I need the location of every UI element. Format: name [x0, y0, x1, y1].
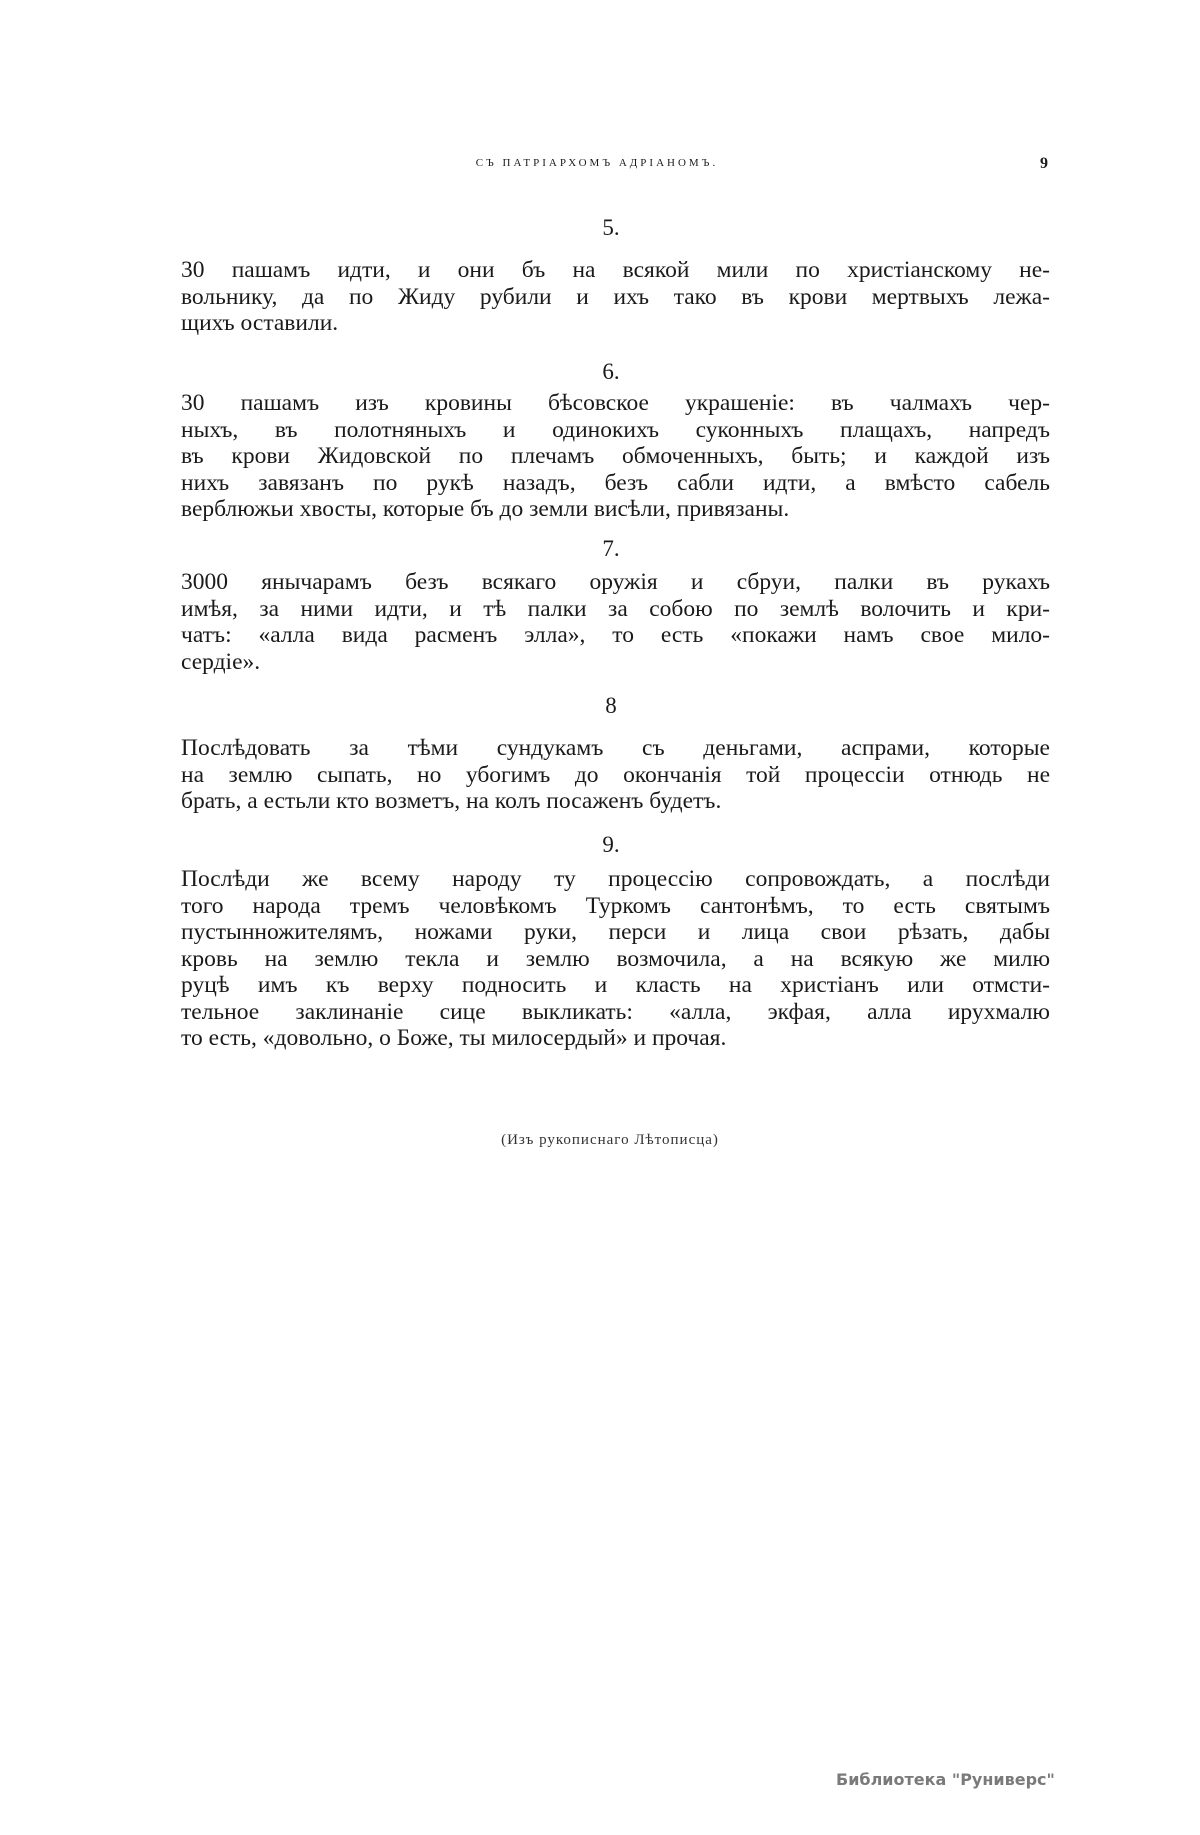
text-line: Послѣдовать за тѣми сундукамъ съ деньгами, аспрами, которые — [181, 735, 1050, 761]
page-number: 9 — [1040, 155, 1048, 172]
section-number: 7. — [602, 536, 620, 561]
section-paragraph — [181, 257, 1050, 337]
section-paragraph — [181, 866, 1050, 1052]
text-line: кровь на землю текла и землю возмочила, а на всякую же милю — [181, 945, 1050, 972]
text-line: руцѣ имъ къ верху подносить и класть на христіанъ или отмсти- — [181, 972, 1050, 998]
text-line: 30 пашамъ идти, и они бъ на всякой мили по христіанскому не- — [181, 257, 1050, 283]
text-line: верблюжьи хвосты, которые бъ до земли висѣли, привязаны. — [181, 496, 790, 522]
text-line: вольнику, да по Жиду рубили и ихъ тако въ крови мертвыхъ лежа- — [181, 283, 1050, 310]
section-paragraph — [181, 569, 1050, 675]
section-paragraph — [181, 390, 1050, 523]
text-line: щихъ оставили. — [181, 310, 339, 336]
text-line: пустынножителямъ, ножами руки, перси и лица свои рѣзать, дабы — [181, 919, 1050, 945]
text-line: то есть, «довольно, о Боже, ты милосердый» и прочая. — [181, 1025, 727, 1051]
text-line: 3000 янычарамъ безъ всякаго оружія и сбруи, палки въ рукахъ — [181, 569, 1050, 595]
text-line: имѣя, за ними идти, и тѣ палки за собою по землѣ волочить и кри- — [181, 595, 1050, 622]
library-watermark: Библиотека "Руниверс" — [836, 1770, 1055, 1789]
running-title: СЪ ПАТРІАРХОМЪ АДРІАНОМЪ. — [475, 157, 719, 169]
text-line: тельное заклинаніе сице выкликать: «алла, экфая, алла ирухмалю — [181, 998, 1050, 1025]
text-line: сердіе». — [181, 648, 261, 675]
text-line: чатъ: «алла вида расменъ элла», то есть «покажи намъ свое мило- — [181, 622, 1050, 648]
text-line: брать, а естьли кто возметъ, на колъ посаженъ будетъ. — [181, 788, 722, 814]
text-line: ныхъ, въ полотняныхъ и одинокихъ суконныхъ плащахъ, напредъ — [181, 416, 1050, 443]
text-line: Послѣди же всему народу ту процессію сопровождать, а послѣди — [181, 866, 1050, 892]
section-number: 6. — [602, 359, 620, 384]
section-number: 5. — [602, 215, 620, 240]
text-line: 30 пашамъ изъ кровины бѣсовское украшеніе: въ чалмахъ чер- — [181, 390, 1050, 416]
text-line: на землю сыпать, но убогимъ до окончанія той процессіи отнюдь не — [181, 761, 1050, 788]
text-line: того народа тремъ человѣкомъ Туркомъ сантонѣмъ, то есть святымъ — [181, 892, 1050, 919]
section-number: 8 — [605, 693, 617, 718]
source-footnote: (Изъ рукописнаго Лѣтописца) — [501, 1132, 719, 1148]
section-paragraph — [181, 735, 1050, 815]
text-line: въ крови Жидовской по плечамъ обмоченныхъ, быть; и каждой изъ — [181, 443, 1050, 469]
text-line: нихъ завязанъ по рукѣ назадъ, безъ сабли идти, а вмѣсто сабель — [181, 469, 1050, 496]
section-number: 9. — [602, 832, 620, 857]
